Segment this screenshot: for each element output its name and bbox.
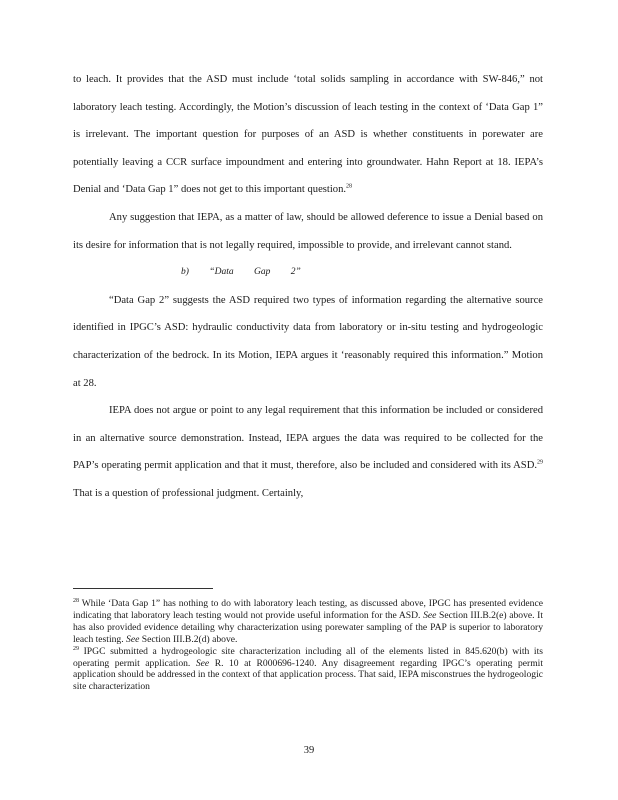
page-number: 39: [303, 745, 315, 756]
subheading-label: b): [181, 267, 189, 278]
subheading-title: “Data Gap 2”: [209, 267, 301, 278]
paragraph-1: to leach. It provides that the ASD must include ‘total solids sampling in accordance with SW-846,” not laboratory leach testing. Accordingly, the Motion’s discussion of leach testing in the context of ‘Data Gap 1” is irrelevant. The important question for purposes of an ASD is whether constituents in porewater are potentially leaving a CCR surface impoundment and entering into groundwater. Hahn Report at 18. IEPA’s Denial and ‘Data Gap 1” does not get to this important question.$^{28}$: [73, 74, 543, 196]
body-text: [73, 66, 543, 508]
paragraph-3: “Data Gap 2” suggests the ASD required two types of information regarding the alternative source identified in IPGC’s ASD: hydraulic conductivity data from laboratory or in-situ testing and hydrogeologic characterization of the bedrock. In its Motion, IEPA argues it ‘reasonably required this information.” Motion at 28.: [73, 294, 543, 389]
footnotes: [73, 598, 543, 693]
footnote-29: $^{29}$ IPGC submitted a hydrogeologic site characterization including all of the elements listed in 845.620(b) with its operating permit application. See R. 10 at R000696-1240. Any disagreement regarding IPGC’s operating permit application should be addressed in the context of that application process. That said, IEPA misconstrues the hydrogeologic site characterization: [73, 645, 543, 693]
footnote-ref-29[interactable]: 29: [537, 459, 543, 466]
footnote-divider: [73, 588, 213, 589]
paragraph-4: IEPA does not argue or point to any legal requirement that this information be included or considered in an alternative source demonstration. Instead, IEPA argues the data was required to be collected for the PAP’s operating permit application and that it must, therefore, also be included and considered with its ASD.$^{29}$ That is a question of professional judgment. Certainly,: [73, 405, 543, 499]
footnote-ref-28[interactable]: 28: [346, 183, 353, 190]
footnote-number: 28: [73, 597, 79, 604]
footnote-number: 29: [73, 645, 79, 652]
section-subheading: [73, 259, 543, 287]
paragraph-2: Any suggestion that IEPA, as a matter of law, should be allowed deference to issue a Denial based on its desire for information that is not legally required, impossible to provide, and irrelevant cannot stand.: [73, 211, 543, 251]
footnote-28: $^{28}$ While ‘Data Gap 1” has nothing to do with laboratory leach testing, as discussed above, IPGC has presented evidence indicating that laboratory leach testing would not provide useful information for the ASD. See Section III.B.2(e) above. It has also provided evidence detailing why characterization using porewater sampling of the PAP is superior to laboratory leach testing. See Section III.B.2(d) above.: [73, 597, 543, 645]
